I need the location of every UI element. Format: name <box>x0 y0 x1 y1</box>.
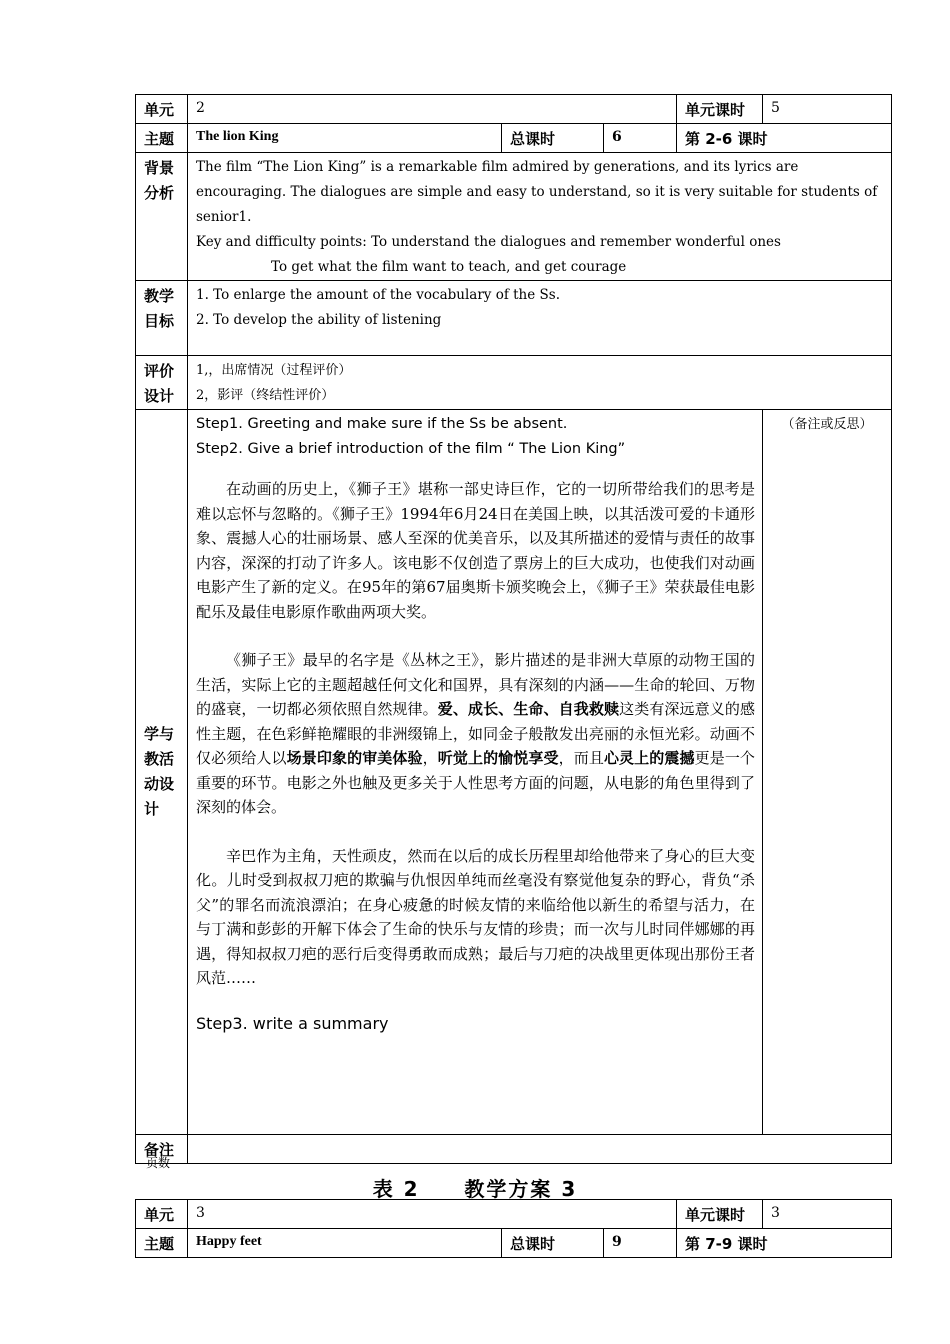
goals-label: 教学目标 <box>136 281 188 356</box>
activity-content <box>188 410 763 1135</box>
para2-emphasis: 场景印象的审美体验 <box>286 749 423 767</box>
eval-label: 评价设计 <box>136 356 188 410</box>
goal-item: 1. To enlarge the amount of the vocabulary of the Ss. <box>196 287 560 303</box>
goal-item: 2. To develop the ability of listening <box>196 312 442 328</box>
total-hours-label: 总课时 <box>502 124 604 153</box>
unit-hours-label: 单元课时 <box>677 95 763 124</box>
topic-label: 主题 <box>136 1229 188 1258</box>
intro-paragraph-2 <box>196 648 755 820</box>
topic-value: The lion King <box>188 124 502 153</box>
activity-label: 学与教活动设计 <box>136 410 188 1135</box>
para2-text: ，而且 <box>558 749 604 767</box>
notes-label: 备注 <box>136 1135 188 1164</box>
unit-hours-value: 3 <box>763 1200 892 1229</box>
step3-text: Step3. write a summary <box>196 1013 389 1033</box>
unit-label: 单元 <box>136 1200 188 1229</box>
eval-item: 2，影评（终结性评价） <box>196 388 335 403</box>
para2-emphasis: 听觉上的愉悦享受 <box>437 749 559 767</box>
unit-hours-value: 5 <box>763 95 892 124</box>
table-caption: 表 2 教学方案 3 <box>372 1177 578 1201</box>
para2-text: ， <box>422 749 438 767</box>
lesson-range: 第 7-9 课时 <box>677 1229 892 1258</box>
para2-text: 这类有深远意义的感性主题，在色彩鲜艳耀眼的非洲缀锦上，如同金子般散发出亮丽的永恒光彩。动画不仅必须给人以 <box>196 700 756 767</box>
background-text-1: The film “The Lion King” is a remarkable film admired by generations, and its lyrics are encouraging. The dialogues are simple and easy to understand, so it is very suitable for students of senior1. <box>196 159 878 225</box>
total-hours-label: 总课时 <box>502 1229 604 1258</box>
background-content <box>188 153 892 281</box>
page-number-label: 页数 <box>146 1156 171 1170</box>
intro-paragraph-1: 在动画的历史上，《狮子王》堪称一部史诗巨作，它的一切所带给我们的思考是难以忘怀与忽略的。《狮子王》1994年6月24日在美国上映，以其活泼可爱的卡通形象、震撼人心的壮丽场景、感人至深的优美音乐，以及其所描述的爱情与责任的故事内容，深深的打动了许多人。该电影不仅创造了票房上的巨大成功，也使我们对动画电影产生了新的定义。在95年的第67届奥斯卡颁奖晚会上，《狮子王》荣获最佳电影配乐及最佳电影原作歌曲两项大奖。 <box>196 480 756 621</box>
para2-text: 更是一个重要的环节。电影之外也触及更多关于人性思考方面的问题，从电影的角色里得到了深刻的体会。 <box>196 749 756 816</box>
unit-value: 2 <box>188 95 677 124</box>
lesson-plan-table-1 <box>135 94 892 1164</box>
unit-label: 单元 <box>136 95 188 124</box>
unit-hours-label: 单元课时 <box>677 1200 763 1229</box>
para2-emphasis: 心灵上的震撼 <box>603 749 695 767</box>
notes-value <box>188 1135 892 1164</box>
step2-text: Step2. Give a brief introduction of the film “ The Lion King” <box>196 441 626 457</box>
intro-paragraph-3: 辛巴作为主角，天性顽皮，然而在以后的成长历程里却给他带来了身心的巨大变化。儿时受到叔叔刀疤的欺骗与仇恨因单纯而丝毫没有察觉他复杂的野心，背负“杀父”的罪名而流浪漂泊；在身心疲惫的时候友情的来临给他以新生的希望与活力，在与丁满和彭彭的开解下体会了生命的快乐与友情的珍贵；而一次与儿时同伴娜娜的再遇，得知叔叔刀疤的恶行后变得勇敢而成熟；最后与刀疤的决战里更体现出那份王者风范…… <box>196 846 756 987</box>
goals-content <box>188 281 892 356</box>
para2-emphasis: 爱、成长、生命、自我救赎 <box>437 700 620 718</box>
topic-value: Happy feet <box>188 1229 502 1258</box>
background-text-3: To get what the film want to teach, and get courage <box>271 259 627 275</box>
background-text-2: Key and difficulty points: To understand the dialogues and remember wonderful ones <box>196 234 781 250</box>
eval-content <box>188 356 892 410</box>
para2-text: 《狮子王》最早的名字是《丛林之王》，影片描述的是非洲大草原的动物王国的生活，实际上它的主题超越任何文化和国界，具有深刻的内涵——生命的轮回、万物的盛衰，一切都必须依照自然规律。 <box>196 651 756 718</box>
total-hours-value: 9 <box>604 1229 677 1258</box>
lesson-plan-table-2 <box>135 1199 892 1258</box>
unit-value: 3 <box>188 1200 677 1229</box>
eval-item: 1,，出席情况（过程评价） <box>196 363 352 378</box>
remarks-note: （备注或反思） <box>763 410 892 1135</box>
total-hours-value: 6 <box>604 124 677 153</box>
step1-text: Step1. Greeting and make sure if the Ss be absent. <box>196 416 568 432</box>
background-label: 背景分析 <box>136 153 188 281</box>
lesson-range: 第 2-6 课时 <box>677 124 892 153</box>
topic-label: 主题 <box>136 124 188 153</box>
